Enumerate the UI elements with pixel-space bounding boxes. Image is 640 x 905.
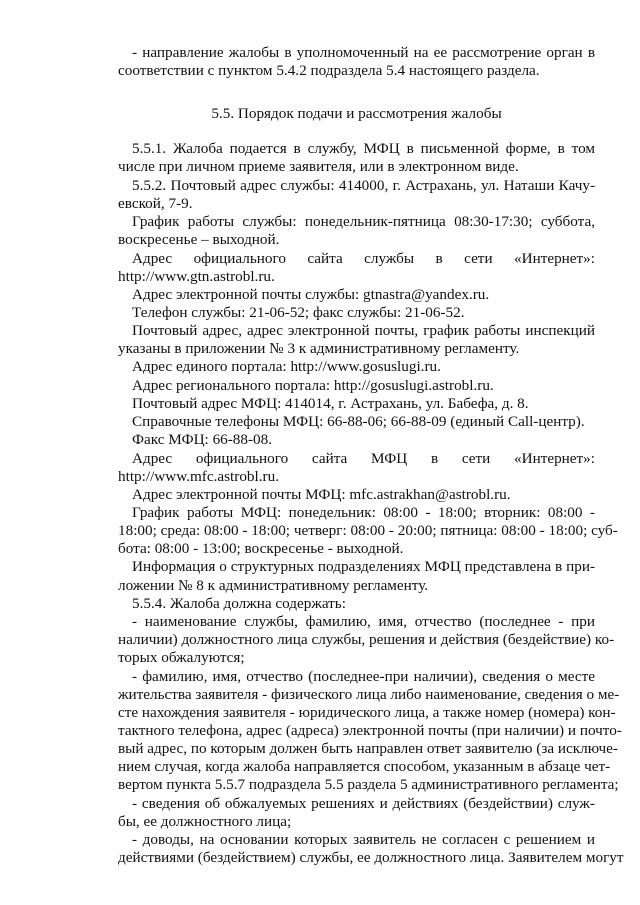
text-line: 5.5.1. Жалоба подается в службу, МФЦ в письменной форме, в том [132,140,595,157]
text-line: - наименование службы, фамилию, имя, отчество (последнее - при [132,613,595,630]
text-line: числе при личном приеме заявителя, или в электронном виде. [118,158,519,175]
text-line: вый адрес, по которым должен быть направлен ответ заявителю (за исключе- [118,740,618,757]
text-line: Телефон службы: 21-06-52; факс службы: 21-06-52. [132,304,465,321]
text-line: - доводы, на основании которых заявитель не согласен с решением и [132,831,595,848]
text-line: наличии) должностного лица службы, решения и действия (бездействие) ко- [118,631,615,648]
text-line: Адрес единого портала: http://www.gosuslugi.ru. [132,358,441,375]
text-line: 18:00; среда: 08:00 - 18:00; четверг: 08:00 - 20:00; пятница: 08:00 - 18:00; суб- [118,522,618,539]
text-line: жительства заявителя - физического лица либо наименование, сведения о ме- [118,686,620,703]
text-line: нием случая, когда жалоба направляется способом, указанным в абзаце чет- [118,758,611,775]
text-line: указаны в приложении № 3 к административному регламенту. [118,340,520,357]
text-line: 5.5.4. Жалоба должна содержать: [132,595,346,612]
text-line: 5.5.2. Почтовый адрес службы: 414000, г. Астрахань, ул. Наташи Качу- [132,177,595,194]
text-line: евской, 7-9. [118,195,193,212]
text-line: Адрес электронной почты службы: gtnastra@yandex.ru. [132,286,490,303]
text-line: http://www.mfc.astrobl.ru. [118,468,279,485]
text-line: Почтовый адрес, адрес электронной почты, график работы инспекций [132,322,595,339]
section-heading: 5.5. Порядок подачи и рассмотрения жалобы [211,105,502,122]
text-line: тактного телефона, адрес (адреса) электронной почты (при наличии) и почто- [118,722,622,739]
text-line: Справочные телефоны МФЦ: 66-88-06; 66-88-09 (единый Call-центр). [132,413,585,430]
text-line: - фамилию, имя, отчество (последнее-при наличии), сведения о месте [132,668,595,685]
text-line: Адрес электронной почты МФЦ: mfc.astrakhan@astrobl.ru. [132,486,511,503]
text-line: воскресенье – выходной. [118,231,280,248]
text-line: бы, ее должностного лица; [118,813,292,830]
text-line: сте нахождения заявителя - юридического лица, а также номер (номера) кон- [118,704,616,721]
text-line: - направление жалобы в уполномоченный на ее рассмотрение орган в [132,44,595,61]
text-line: соответствии с пунктом 5.4.2 подраздела 5.4 настоящего раздела. [118,62,540,79]
text-line: - сведения об обжалуемых решениях и действиях (бездействии) служ- [132,795,595,812]
text-line: вертом пункта 5.5.7 подраздела 5.5 раздела 5 административного регламента; [118,776,619,793]
text-line: Адрес официального сайта службы в сети «Интернет»: [132,250,595,267]
text-line: ложении № 8 к административному регламенту. [118,577,429,594]
text-line: Информация о структурных подразделениях МФЦ представлена в при- [132,558,595,575]
text-line: бота: 08:00 - 13:00; воскресенье - выходной. [118,540,404,557]
text-line: Адрес официального сайта МФЦ в сети «Интернет»: [132,450,595,467]
text-line: Факс МФЦ: 66-88-08. [132,431,273,448]
text-line: действиями (бездействием) службы, ее должностного лица. Заявителем могут [118,849,624,866]
text-line: торых обжалуются; [118,649,245,666]
text-line: Почтовый адрес МФЦ: 414014, г. Астрахань, ул. Бабефа, д. 8. [132,395,529,412]
text-line: График работы службы: понедельник-пятница 08:30-17:30; суббота, [132,213,595,230]
text-line: Адрес регионального портала: http://gosuslugi.astrobl.ru. [132,377,494,394]
text-line: График работы МФЦ: понедельник: 08:00 - 18:00; вторник: 08:00 - [132,504,595,521]
text-line: http://www.gtn.astrobl.ru. [118,268,275,285]
